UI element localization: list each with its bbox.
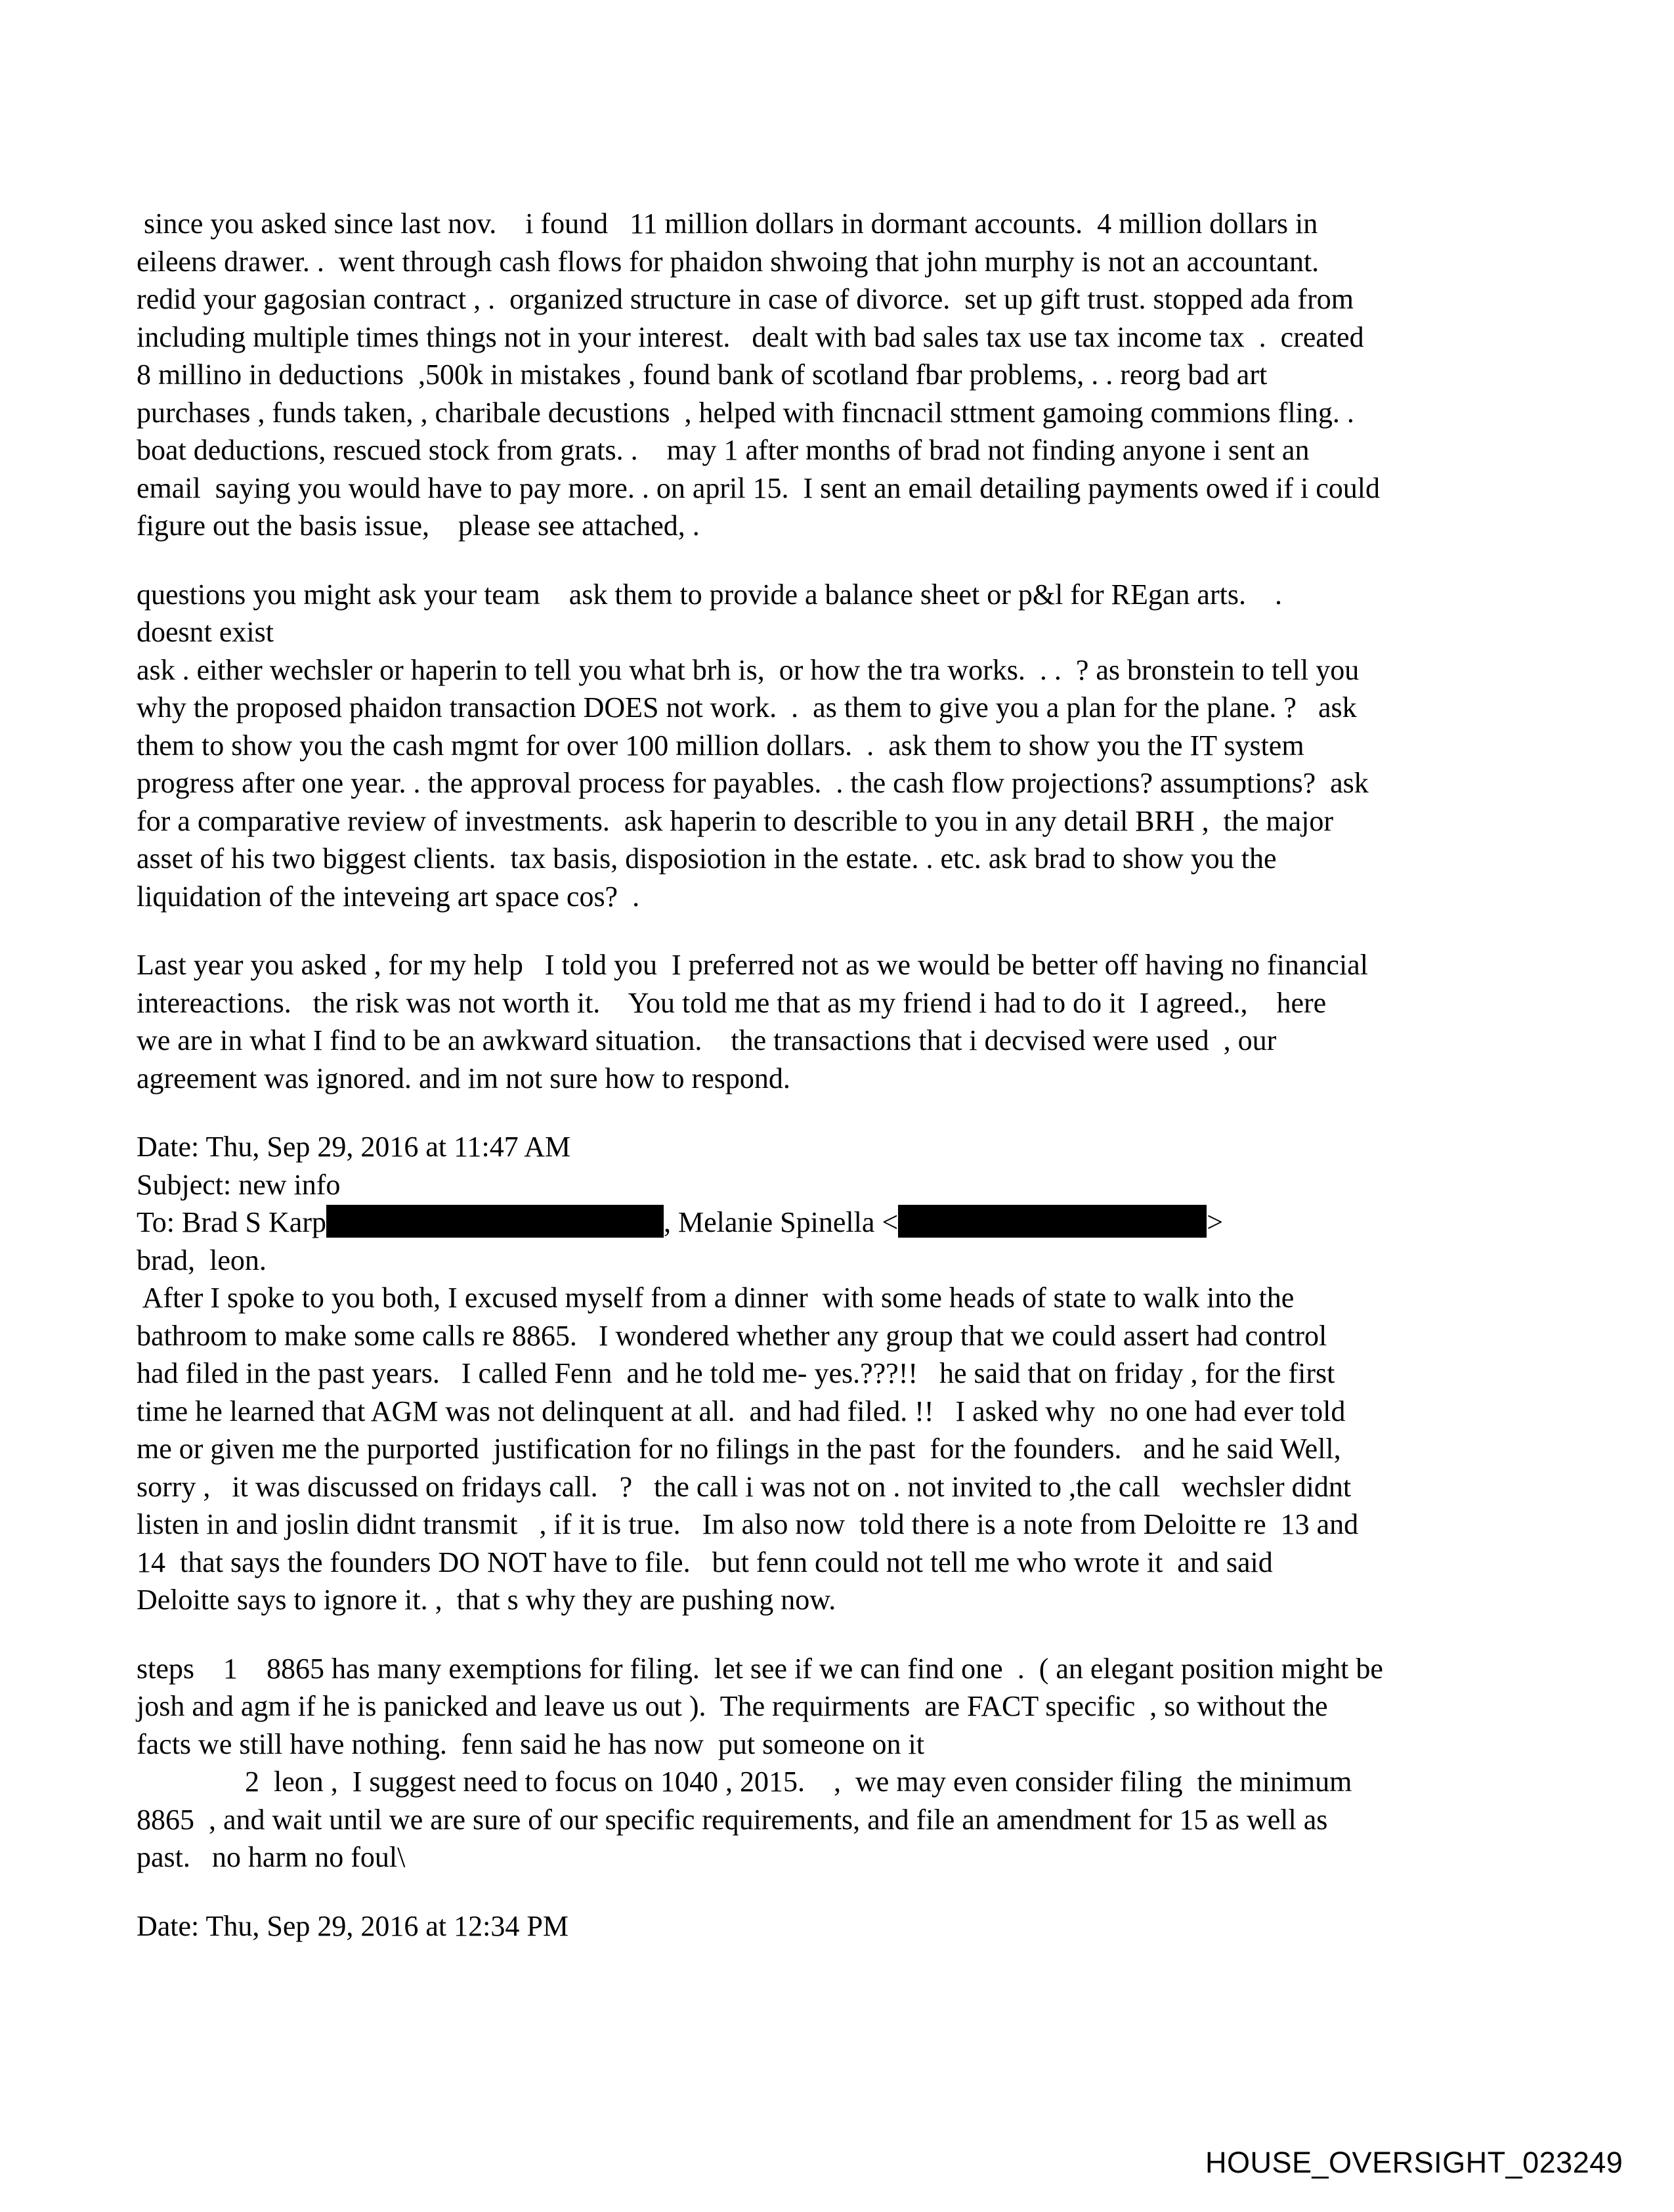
text-line: since you asked since last nov. i found 11 million dollars in dormant accounts. 4 million dollars in bbox=[137, 207, 1318, 240]
email-subject: Subject: new info bbox=[137, 1168, 341, 1201]
paragraph-spacer bbox=[137, 1097, 1548, 1128]
text-line: figure out the basis issue, please see attached, . bbox=[137, 510, 700, 542]
email-body-text bbox=[137, 205, 1548, 1945]
paragraph-accomplishments bbox=[137, 205, 1548, 545]
paragraph-spacer bbox=[137, 915, 1548, 946]
text-line bbox=[137, 1763, 1548, 1801]
email-to-close-bracket: > bbox=[1207, 1206, 1224, 1238]
indented-step: 2 leon , I suggest need to focus on 1040 , 2015. , we may even consider filing the minimum bbox=[245, 1766, 1352, 1798]
text-line: ask . either wechsler or haperin to tell you what brh is, or how the tra works. . . ? as bronstein to tell you bbox=[137, 653, 1360, 686]
paragraph-steps bbox=[137, 1650, 1548, 1876]
email-to bbox=[137, 1204, 1548, 1242]
text-line: josh and agm if he is panicked and leave us out ). The requirments are FACT specific , so without the bbox=[137, 1690, 1328, 1722]
text-line: sorry , it was discussed on fridays call. ? the call i was not on . not invited to ,the call wechsler didnt bbox=[137, 1470, 1352, 1503]
text-line: time he learned that AGM was not delinquent at all. and had filed. !! I asked why no one had ever told bbox=[137, 1395, 1346, 1427]
text-line: past. no harm no foul\ bbox=[137, 1841, 406, 1873]
text-line: eileens drawer. . went through cash flows for phaidon shwoing that john murphy is not an accountant. bbox=[137, 245, 1320, 278]
text-line: had filed in the past years. I called Fenn and he told me- yes.???!! he said that on friday , for the first bbox=[137, 1357, 1335, 1389]
redaction-box bbox=[326, 1205, 664, 1238]
text-line: agreement was ignored. and im not sure how to respond. bbox=[137, 1062, 790, 1095]
text-line: 14 that says the founders DO NOT have to file. but fenn could not tell me who wrote it and said bbox=[137, 1546, 1273, 1578]
text-line: we are in what I find to be an awkward situation. the transactions that i decvised were used , our bbox=[137, 1024, 1277, 1056]
paragraph-spacer bbox=[137, 1876, 1548, 1907]
email-to-middle: , Melanie Spinella bbox=[664, 1206, 882, 1238]
text-line: them to show you the cash mgmt for over 100 million dollars. . ask them to show you the IT system bbox=[137, 729, 1304, 762]
text-line: email saying you would have to pay more. . on april 15. I sent an email detailing payments owed if i could bbox=[137, 471, 1380, 504]
text-line: doesnt exist bbox=[137, 616, 274, 648]
email-header-block bbox=[137, 1128, 1548, 1279]
bates-number: HOUSE_OVERSIGHT_023249 bbox=[1205, 2146, 1623, 2179]
text-line: boat deductions, rescued stock from grats. . may 1 after months of brad not finding anyone i sent an bbox=[137, 434, 1310, 466]
text-line: including multiple times things not in your interest. dealt with bad sales tax use tax income tax . created bbox=[137, 320, 1364, 353]
text-line: Deloitte says to ignore it. , that s why they are pushing now. bbox=[137, 1584, 836, 1616]
text-line: why the proposed phaidon transaction DOES not work. . as them to give you a plan for the plane. ? ask bbox=[137, 691, 1357, 724]
text-line: for a comparative review of investments. ask haperin to describle to you in any detail BRH , the major bbox=[137, 804, 1334, 837]
text-line: Last year you asked , for my help I told you I preferred not as we would be better off having no financial bbox=[137, 949, 1368, 981]
text-line: purchases , funds taken, , charibale decustions , helped with fincnacil sttment gamoing commions fling. . bbox=[137, 396, 1354, 429]
text-line: asset of his two biggest clients. tax basis, disposiotion in the estate. . etc. ask brad to show you the bbox=[137, 842, 1277, 875]
text-line: steps 1 8865 has many exemptions for filing. let see if we can find one . ( an elegant position might be bbox=[137, 1652, 1383, 1685]
email-greeting: brad, leon. bbox=[137, 1244, 267, 1276]
text-line: facts we still have nothing. fenn said he has now put someone on it bbox=[137, 1727, 924, 1760]
paragraph-last-year bbox=[137, 946, 1548, 1097]
text-line: me or given me the purported justification for no filings in the past for the founders. and he said Well, bbox=[137, 1433, 1341, 1465]
text-line: listen in and joslin didnt transmit , if it is true. Im also now told there is a note from Deloitte re 13 and bbox=[137, 1508, 1359, 1540]
paragraph-spacer bbox=[137, 545, 1548, 576]
email-date-second: Date: Thu, Sep 29, 2016 at 12:34 PM bbox=[137, 1909, 569, 1942]
text-line: intereactions. the risk was not worth it. You told me that as my friend i had to do it I agreed., here bbox=[137, 986, 1327, 1019]
text-line: liquidation of the inteveing art space cos? . bbox=[137, 880, 640, 913]
email-message-body bbox=[137, 1279, 1548, 1619]
text-line: 8865 , and wait until we are sure of our specific requirements, and file an amendment for 15 as well as bbox=[137, 1803, 1328, 1836]
text-line: questions you might ask your team ask them to provide a balance sheet or p&l for REgan arts. . bbox=[137, 578, 1282, 611]
paragraph-spacer bbox=[137, 1619, 1548, 1650]
paragraph-questions bbox=[137, 576, 1548, 916]
email-date: Date: Thu, Sep 29, 2016 at 11:47 AM bbox=[137, 1131, 571, 1163]
text-line: After I spoke to you both, I excused myself from a dinner with some heads of state to walk into the bbox=[137, 1282, 1295, 1314]
text-line: redid your gagosian contract , . organized structure in case of divorce. set up gift trust. stopped ada from bbox=[137, 283, 1354, 315]
text-line: 8 millino in deductions ,500k in mistakes , found bank of scotland fbar problems, . . reorg bad art bbox=[137, 358, 1268, 391]
text-line: progress after one year. . the approval process for payables. . the cash flow projections? assumptions? ask bbox=[137, 767, 1369, 799]
text-line: bathroom to make some calls re 8865. I wondered whether any group that we could assert had control bbox=[137, 1319, 1327, 1352]
redaction-box bbox=[898, 1205, 1207, 1238]
email-to-open-bracket: < bbox=[882, 1206, 899, 1238]
email-to-prefix: To: Brad S Karp bbox=[137, 1206, 326, 1238]
